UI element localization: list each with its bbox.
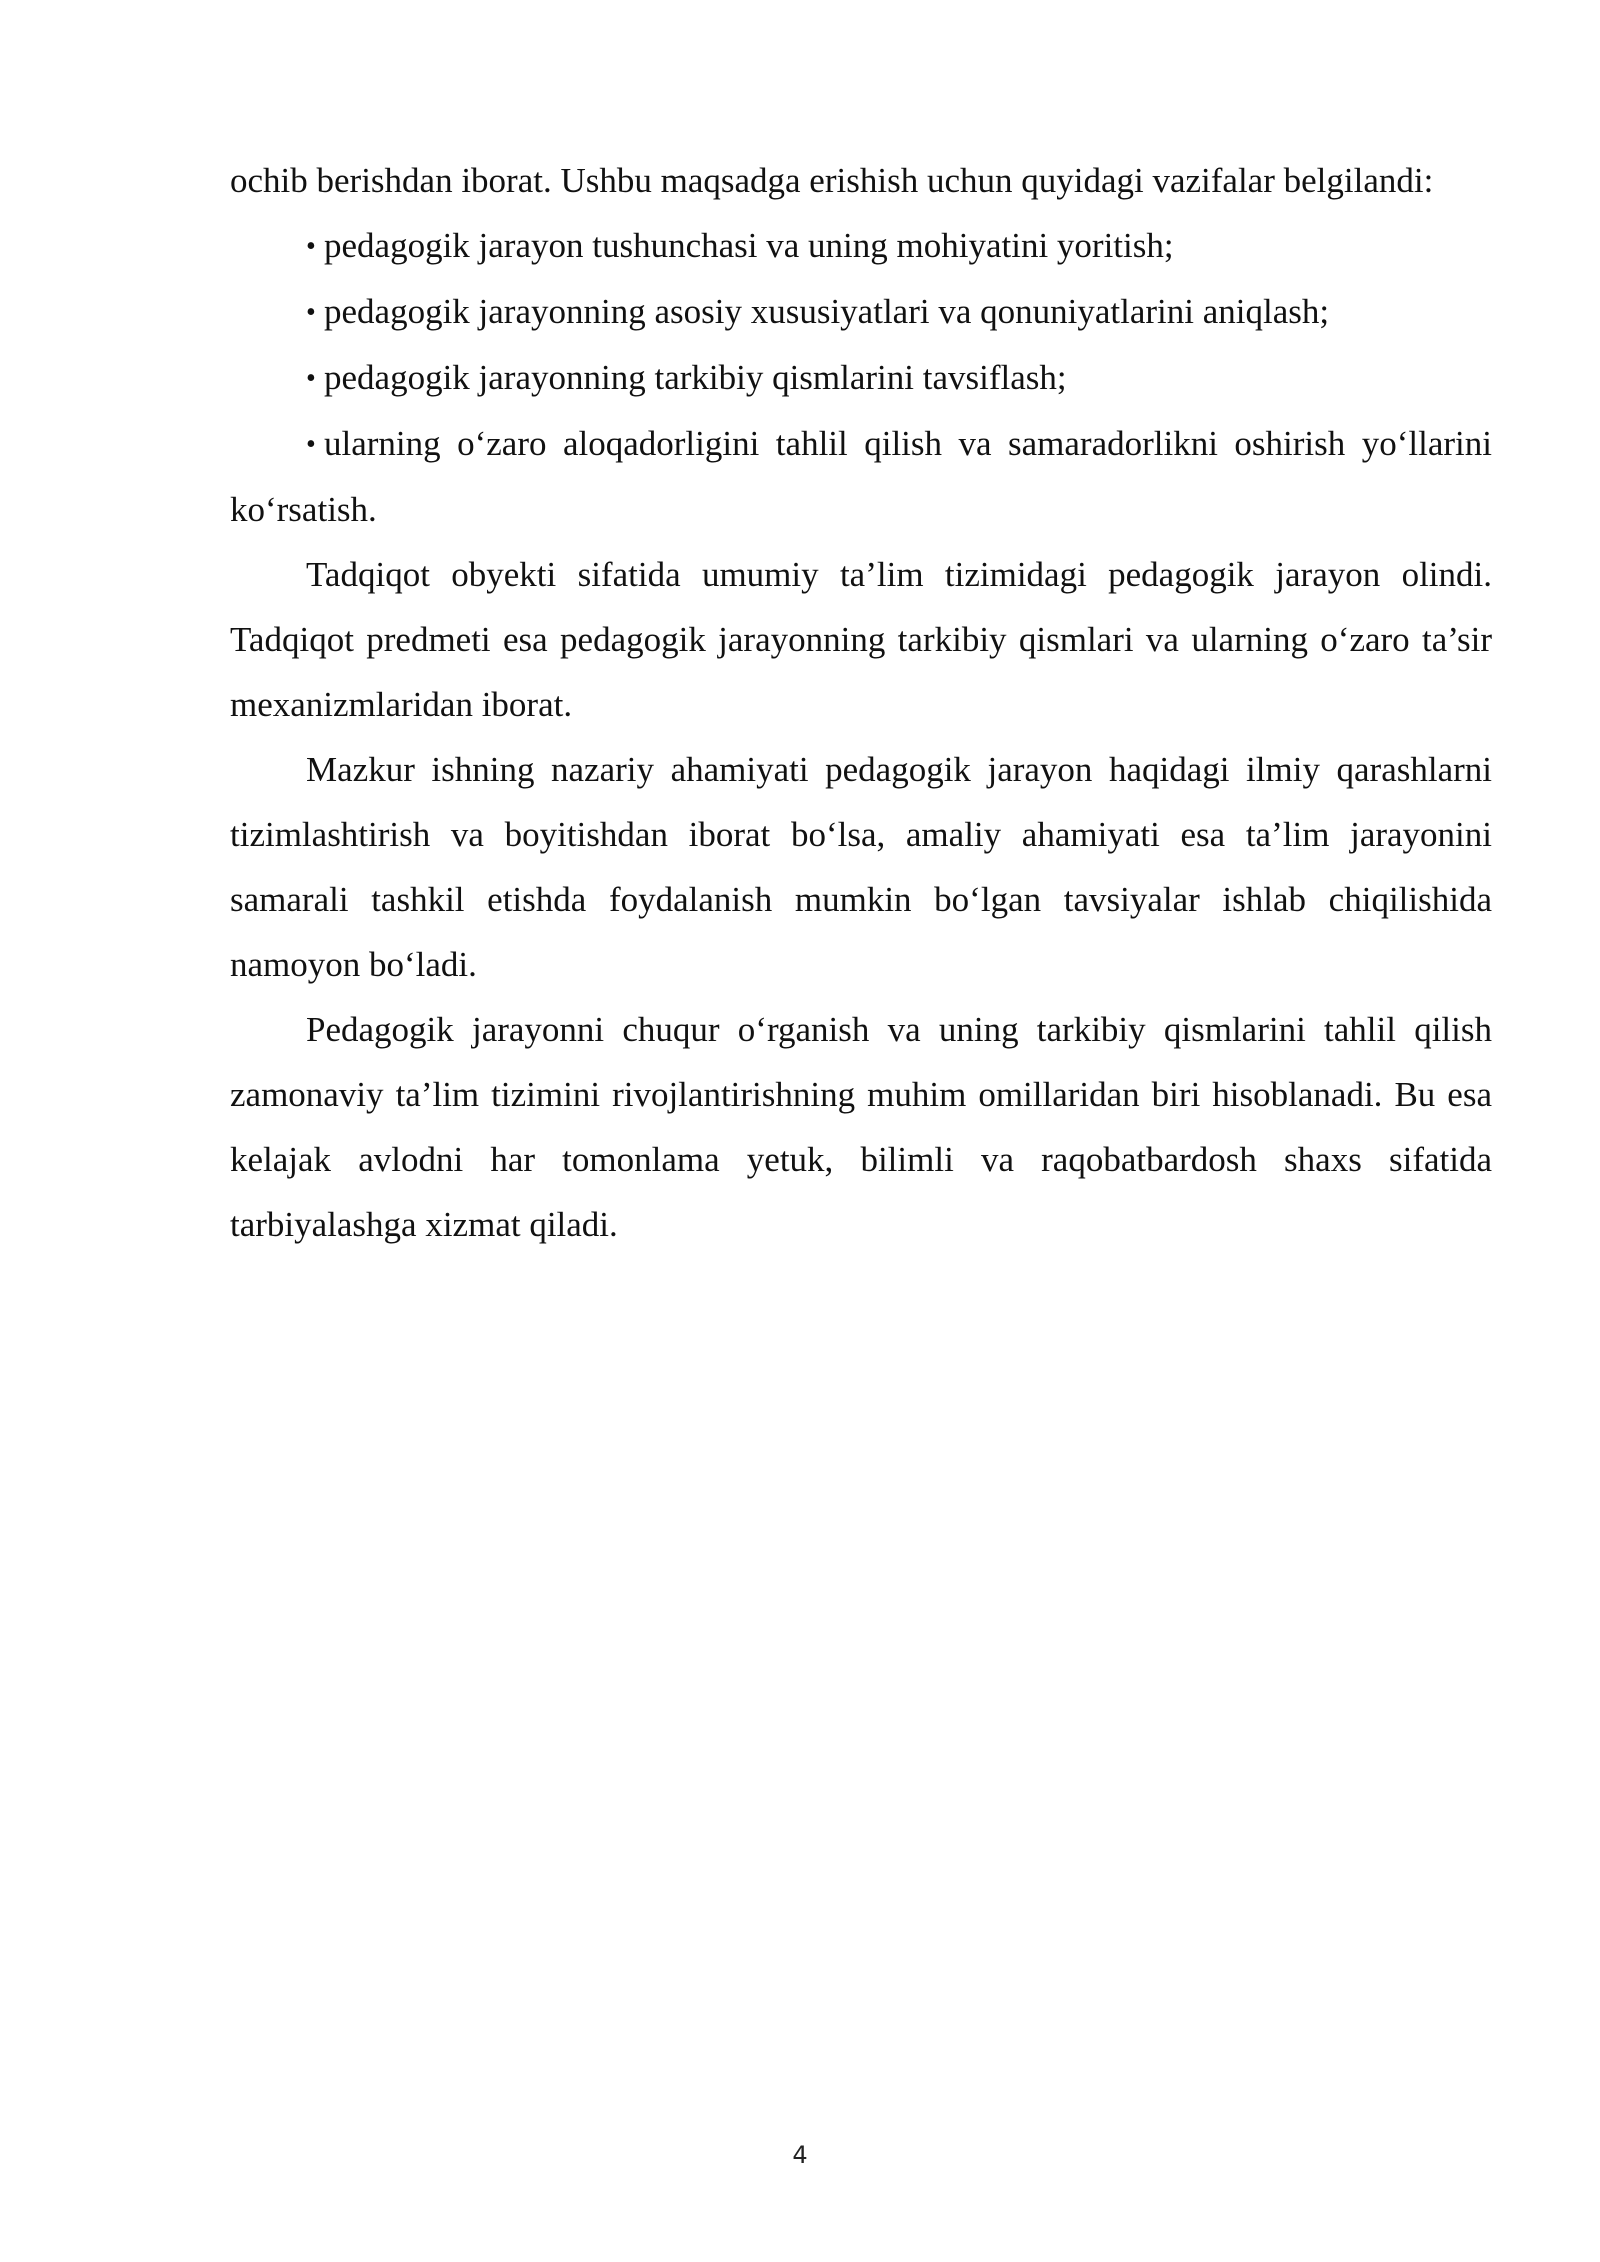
- list-item: [230, 345, 1492, 411]
- list-item: [230, 279, 1492, 345]
- list-item-text: pedagogik jarayonning tarkibiy qismlarini tavsiflash;: [324, 358, 1067, 397]
- bullet-icon: •: [306, 429, 316, 460]
- page-number: 4: [792, 2141, 808, 2169]
- list-item-text: pedagogik jarayon tushunchasi va uning mohiyatini yoritish;: [324, 226, 1174, 265]
- body-text: [230, 148, 1492, 1257]
- list-item: [230, 213, 1492, 279]
- list-item-text: pedagogik jarayonning asosiy xususiyatlari va qonuniyatlarini aniqlash;: [324, 292, 1330, 331]
- paragraph-significance: Mazkur ishning nazariy ahamiyati pedagogik jarayon haqidagi ilmiy qarashlarni tizimlashtirish va boyitishdan iborat bo‘lsa, amaliy ahamiyati esa ta’lim jarayonini samarali tashkil etishda foydalanish mumkin bo‘lgan tavsiyalar ishlab chiqilishida namoyon bo‘ladi.: [230, 750, 1492, 984]
- intro-paragraph: ochib berishdan iborat. Ushbu maqsadga erishish uchun quyidagi vazifalar belgilandi:: [230, 161, 1434, 200]
- task-list: [230, 213, 1492, 542]
- paragraph-conclusion: Pedagogik jarayonni chuqur o‘rganish va uning tarkibiy qismlarini tahlil qilish zamonaviy ta’lim tizimini rivojlantirishning muhim omillaridan biri hisoblanadi. Bu esa kelajak avlodni har tomonlama yetuk, bilimli va raqobatbardosh shaxs sifatida tarbiyalashga xizmat qiladi.: [230, 1010, 1492, 1244]
- paragraph-research-object: Tadqiqot obyekti sifatida umumiy ta’lim tizimidagi pedagogik jarayon olindi. Tadqiqot predmeti esa pedagogik jarayonning tarkibiy qismlari va ularning o‘zaro ta’sir mexanizmlaridan iborat.: [230, 555, 1492, 724]
- bullet-icon: •: [306, 363, 316, 394]
- list-item: [230, 411, 1492, 542]
- list-item-text: ularning o‘zaro aloqadorligini tahlil qilish va samaradorlikni oshirish yo‘llarini ko‘rsatish.: [230, 424, 1492, 529]
- bullet-icon: •: [306, 231, 316, 262]
- bullet-icon: •: [306, 297, 316, 328]
